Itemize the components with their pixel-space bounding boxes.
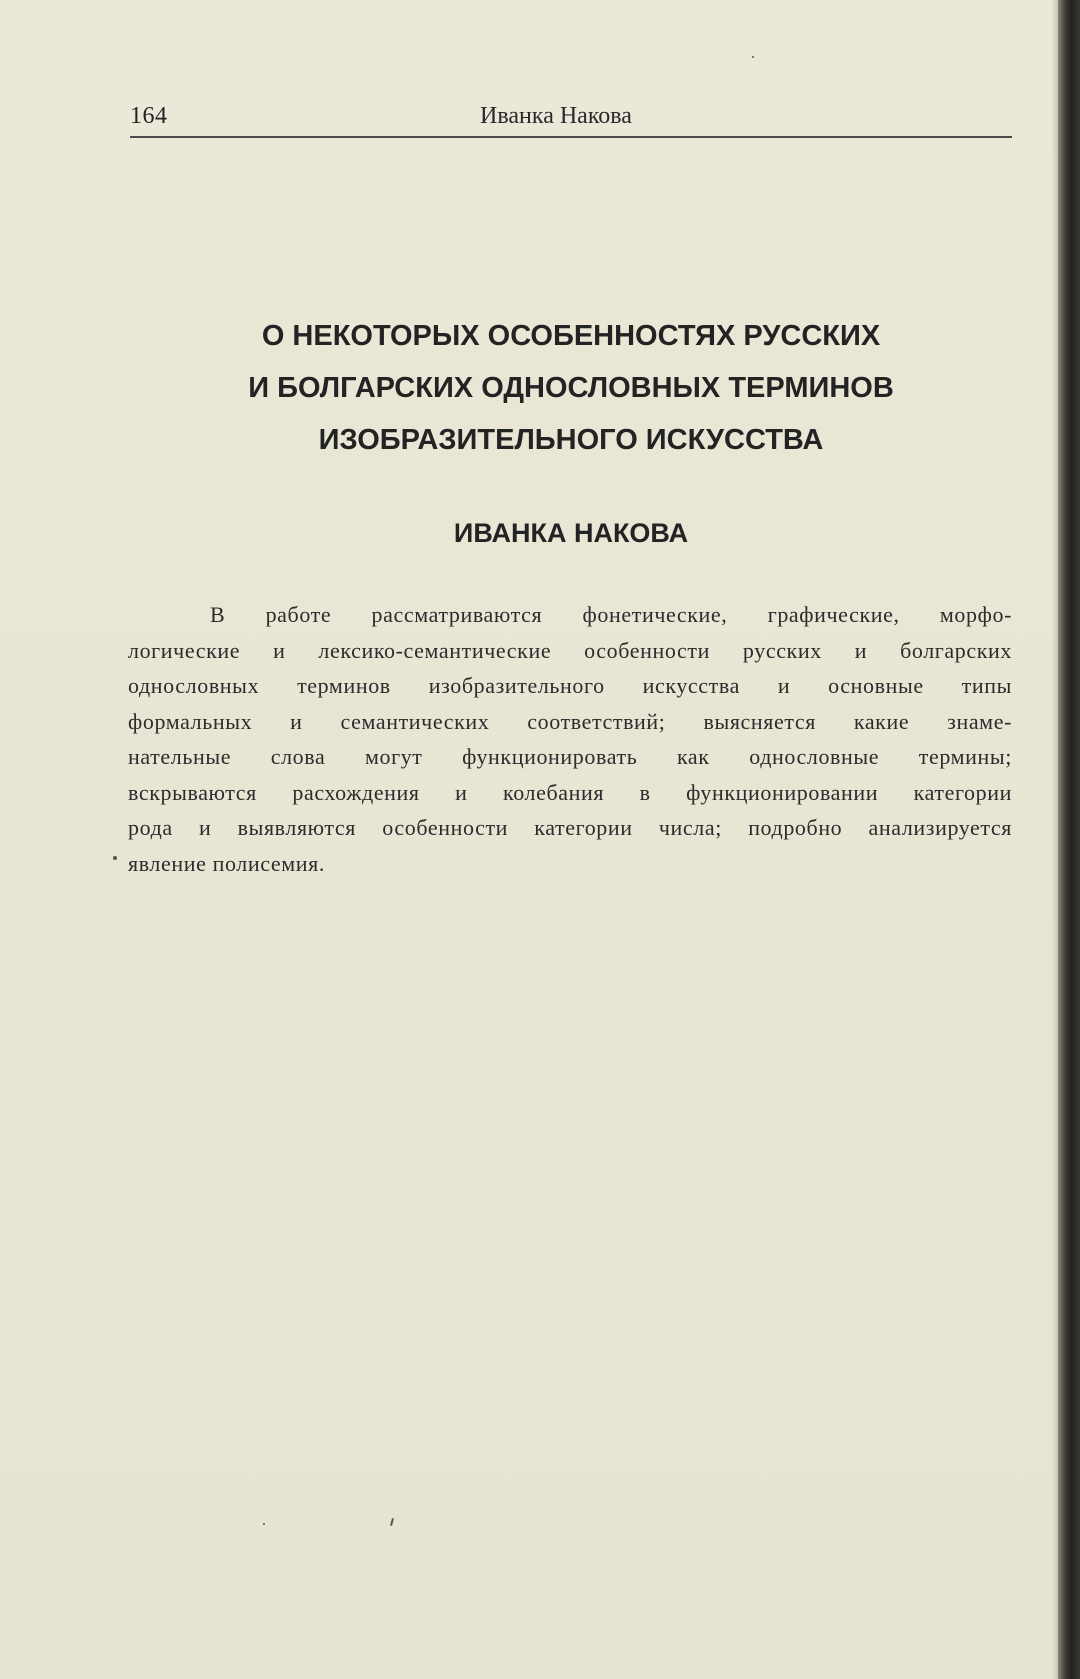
scan-speck xyxy=(752,56,754,58)
abstract-line: логические и лексико-семантические особенности русских и болгарских xyxy=(128,637,1012,663)
article-title xyxy=(130,310,1012,466)
running-head-author: Иванка Накова xyxy=(480,103,632,129)
title-line: О НЕКОТОРЫХ ОСОБЕННОСТЯХ РУССКИХ xyxy=(261,320,881,352)
title-line: И БОЛГАРСКИХ ОДНОСЛОВНЫХ ТЕРМИНОВ xyxy=(248,372,894,404)
abstract-line: вскрываются расхождения и колебания в функционировании категории xyxy=(128,779,1012,805)
abstract-paragraph xyxy=(128,597,1012,881)
abstract-line: явление полисемия. xyxy=(128,850,325,876)
abstract-line: В работе рассматриваются фонетические, графические, морфо- xyxy=(210,602,1012,627)
abstract-line: нательные слова могут функционировать как однословные термины; xyxy=(128,744,1012,769)
running-head xyxy=(130,103,1012,139)
abstract-line: однословных терминов изобразительного искусства и основные типы xyxy=(128,673,1012,698)
title-line: ИЗОБРАЗИТЕЛЬНОГО ИСКУССТВА xyxy=(318,424,824,456)
book-spine-edge xyxy=(1058,0,1080,1679)
header-rule xyxy=(130,136,1012,138)
abstract-line: рода и выявляются особенности категории числа; подробно анализируется xyxy=(128,815,1012,840)
scan-speck xyxy=(113,856,117,860)
scan-speck xyxy=(263,1523,265,1525)
article-author: ИВАНКА НАКОВА xyxy=(453,518,689,548)
abstract-line: формальных и семантических соответствий; выясняется какие знаме- xyxy=(128,708,1012,734)
page-number: 164 xyxy=(130,103,168,129)
